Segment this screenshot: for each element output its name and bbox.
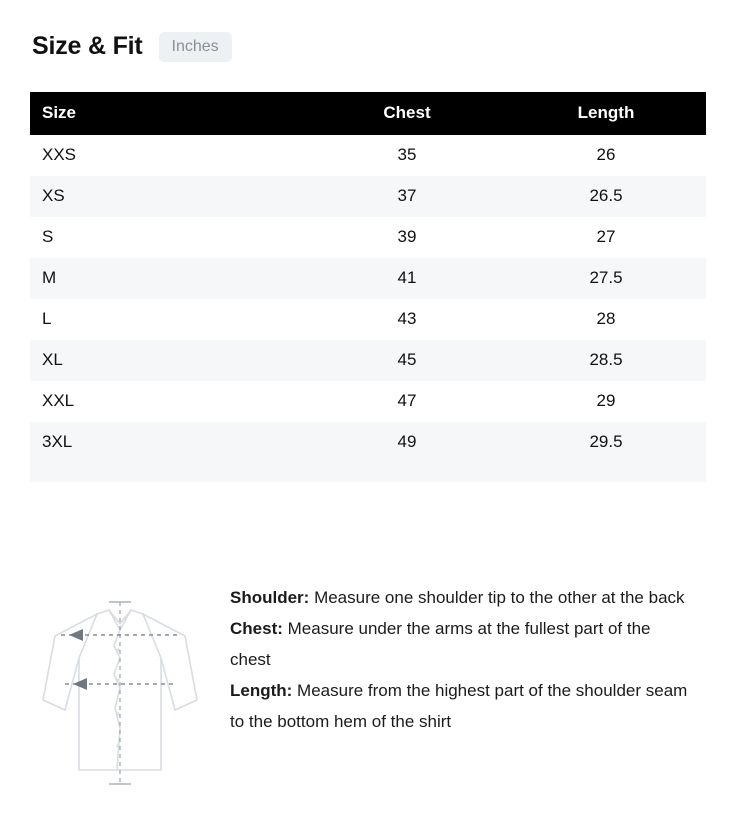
cell-chest: 41 — [397, 267, 417, 287]
unit-badge[interactable]: Inches — [159, 32, 232, 62]
size-chart-table — [30, 92, 706, 482]
cell-size: XXS — [42, 144, 77, 164]
cell-size: XS — [42, 185, 65, 205]
note-length-text: Measure from the highest part of the shoulder seam to the bottom hem of the shirt — [230, 680, 688, 731]
cell-length: 29 — [596, 390, 616, 410]
column-header-length: Length — [506, 92, 706, 135]
cell-chest: 47 — [397, 390, 417, 410]
page-title: Size & Fit — [32, 32, 143, 61]
column-header-size: Size — [30, 92, 308, 135]
cell-length: 28.5 — [589, 349, 623, 369]
table-row — [30, 135, 706, 176]
note-chest-label: Chest: — [230, 618, 283, 638]
note-shoulder-label: Shoulder: — [230, 587, 310, 607]
cell-length: 27.5 — [589, 267, 623, 287]
cell-size: XXL — [42, 390, 75, 410]
note-chest — [230, 613, 694, 675]
table-row — [30, 340, 706, 381]
size-chart-wrapper — [30, 92, 706, 482]
note-length — [230, 675, 694, 737]
cell-chest: 43 — [397, 308, 417, 328]
note-chest-text: Measure under the arms at the fullest part of the chest — [230, 618, 651, 669]
cell-size: S — [42, 226, 54, 246]
measurement-guide-section — [0, 482, 736, 788]
shirt-measurement-diagram-icon — [20, 578, 220, 788]
page-header — [0, 0, 736, 62]
note-shoulder — [230, 582, 694, 613]
cell-length: 26 — [596, 144, 616, 164]
table-row — [30, 176, 706, 217]
cell-chest: 39 — [397, 226, 417, 246]
table-row — [30, 299, 706, 340]
cell-chest: 37 — [397, 185, 417, 205]
table-header — [30, 92, 706, 135]
cell-size: L — [42, 308, 52, 328]
cell-length: 28 — [596, 308, 616, 328]
cell-length: 29.5 — [589, 431, 623, 451]
cell-chest: 35 — [397, 144, 417, 164]
cell-length: 27 — [596, 226, 616, 246]
cell-chest: 49 — [397, 431, 417, 451]
cell-size: 3XL — [42, 431, 73, 451]
note-shoulder-text: Measure one shoulder tip to the other at the back — [309, 587, 685, 607]
table-row — [30, 381, 706, 422]
table-row — [30, 422, 706, 482]
column-header-chest: Chest — [308, 92, 506, 135]
cell-length: 26.5 — [589, 185, 623, 205]
cell-size: XL — [42, 349, 63, 369]
table-row — [30, 217, 706, 258]
table-row — [30, 258, 706, 299]
cell-chest: 45 — [397, 349, 417, 369]
measurement-notes — [230, 578, 716, 737]
note-length-label: Length: — [230, 680, 293, 700]
cell-size: M — [42, 267, 57, 287]
table-body — [30, 135, 706, 482]
table-header-row — [30, 92, 706, 135]
